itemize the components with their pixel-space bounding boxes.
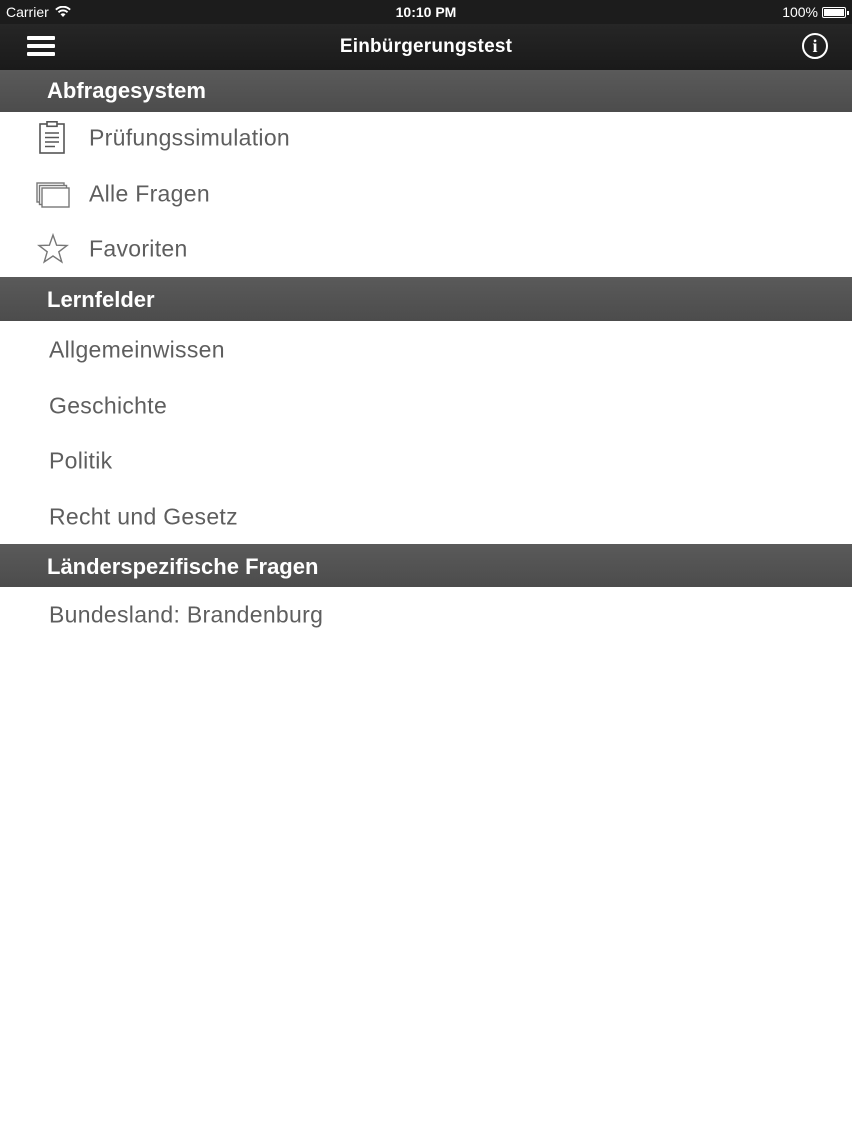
stacked-cards-icon — [36, 177, 70, 211]
list-item-bundesland[interactable] — [0, 587, 852, 642]
list-item-label: Recht und Gesetz — [49, 503, 238, 529]
page-title: Einbürgerungstest — [339, 36, 513, 57]
list-item-label: Alle Fragen — [89, 180, 210, 206]
battery-percent: 100% — [782, 4, 818, 20]
list-item-recht-und-gesetz[interactable] — [0, 489, 852, 544]
carrier-label: Carrier — [6, 4, 49, 20]
clipboard-icon — [36, 121, 70, 155]
list-item-allgemeinwissen[interactable] — [0, 322, 852, 377]
list-item-alle-fragen[interactable] — [0, 166, 852, 221]
list-item-favoriten[interactable] — [0, 221, 852, 276]
list-item-politik[interactable] — [0, 433, 852, 488]
list-item-geschichte[interactable] — [0, 378, 852, 433]
list-item-label: Prüfungssimulation — [89, 124, 291, 150]
battery-icon — [822, 7, 846, 18]
list-item-label: Allgemeinwissen — [49, 336, 225, 362]
list-item-label: Bundesland: Brandenburg — [49, 601, 324, 627]
list-item-label: Geschichte — [49, 392, 168, 418]
section-header-laenderspezifische-fragen: Länderspezifische Fragen — [0, 544, 852, 587]
info-icon[interactable]: i — [802, 33, 828, 59]
list-item-label: Favoriten — [89, 235, 188, 261]
navigation-bar — [0, 24, 852, 70]
status-battery — [782, 4, 846, 20]
status-time: 10:10 PM — [395, 4, 457, 20]
status-bar — [0, 0, 852, 24]
section-header-lernfelder: Lernfelder — [0, 277, 852, 321]
star-icon — [36, 232, 70, 266]
list-item-pruefungssimulation[interactable] — [0, 110, 852, 165]
section-header-abfragesystem: Abfragesystem — [0, 70, 852, 112]
list-item-label: Politik — [49, 447, 113, 473]
